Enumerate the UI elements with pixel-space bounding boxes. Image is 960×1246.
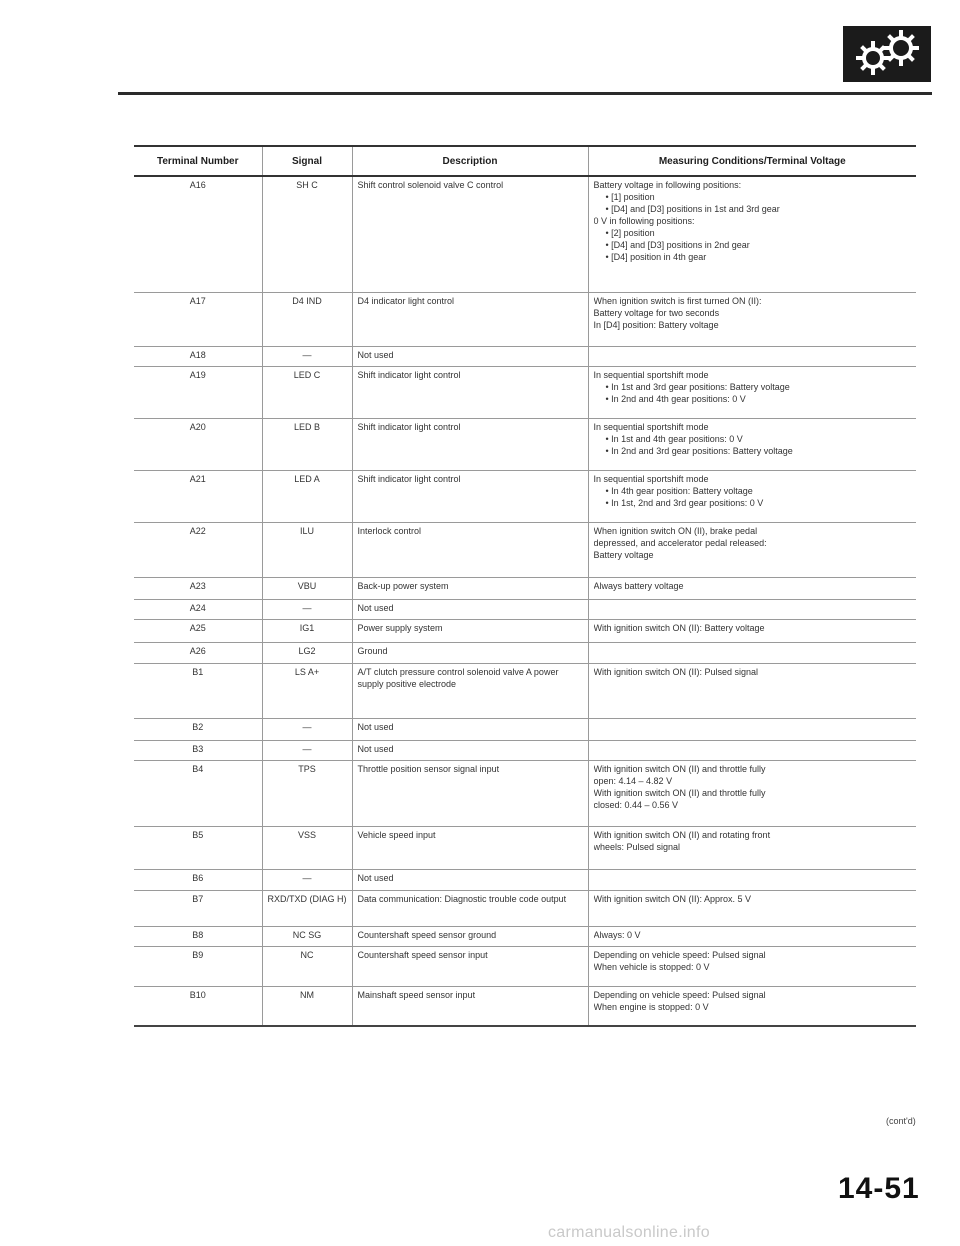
conditions-cell <box>588 292 916 346</box>
conditions-cell <box>588 718 916 740</box>
terminal-cell: A19 <box>134 366 262 418</box>
condition-line: • In 1st, 2nd and 3rd gear positions: 0 V <box>605 497 764 508</box>
table-body <box>134 176 916 1026</box>
terminal-cell: A22 <box>134 522 262 577</box>
condition-line: With ignition switch ON (II) and throttle fully <box>593 787 766 798</box>
terminal-table-container <box>134 145 916 1027</box>
conditions-cell <box>588 470 916 522</box>
watermark: carmanualsonline.info <box>548 1224 710 1241</box>
terminal-cell: B6 <box>134 869 262 890</box>
table-row <box>134 522 916 577</box>
condition-line: Depending on vehicle speed: Pulsed signal <box>593 949 766 960</box>
signal-cell: — <box>262 718 352 740</box>
condition-line: 0 V in following positions: <box>593 216 695 226</box>
condition-line: • [2] position <box>605 228 655 238</box>
signal-cell: SH C <box>262 176 352 292</box>
conditions-cell <box>588 869 916 890</box>
terminal-cell: B9 <box>134 946 262 986</box>
condition-line: closed: 0.44 – 0.56 V <box>593 799 679 810</box>
table-row <box>134 642 916 663</box>
condition-line: open: 4.14 – 4.82 V <box>593 775 673 786</box>
description-cell: Not used <box>352 346 588 366</box>
signal-cell: LED C <box>262 366 352 418</box>
signal-cell: LED A <box>262 470 352 522</box>
description-cell: Not used <box>352 869 588 890</box>
signal-cell: NC <box>262 946 352 986</box>
condition-line: • [D4] and [D3] positions in 2nd gear <box>605 240 750 250</box>
terminal-cell: A25 <box>134 619 262 642</box>
description-cell: D4 indicator light control <box>352 292 588 346</box>
conditions-cell <box>588 642 916 663</box>
signal-cell: — <box>262 869 352 890</box>
conditions-cell <box>588 599 916 619</box>
conditions-cell <box>588 926 916 946</box>
description-cell: Data communication: Diagnostic trouble code output <box>352 890 588 926</box>
gears-icon <box>843 26 931 82</box>
condition-line: With ignition switch ON (II): Battery voltage <box>593 622 765 633</box>
condition-line: With ignition switch ON (II) and rotating front <box>593 829 771 840</box>
condition-line: • In 1st and 4th gear positions: 0 V <box>605 433 743 444</box>
signal-cell: — <box>262 346 352 366</box>
condition-line: When vehicle is stopped: 0 V <box>593 961 710 972</box>
table-row <box>134 619 916 642</box>
terminal-cell: A23 <box>134 577 262 599</box>
description-cell: Back-up power system <box>352 577 588 599</box>
condition-line: In sequential sportshift mode <box>593 421 709 432</box>
continued-note: (cont'd) <box>886 1116 916 1126</box>
signal-cell: VBU <box>262 577 352 599</box>
terminal-cell: B8 <box>134 926 262 946</box>
section-gears-icon <box>843 26 931 82</box>
column-header-terminal: Terminal Number <box>134 146 262 176</box>
table-row <box>134 926 916 946</box>
condition-line: Battery voltage <box>593 549 654 560</box>
description-cell: Shift indicator light control <box>352 418 588 470</box>
description-cell: A/T clutch pressure control solenoid valve A power supply positive electrode <box>352 663 588 718</box>
condition-line: In [D4] position: Battery voltage <box>593 319 719 330</box>
table-row <box>134 869 916 890</box>
signal-cell: ILU <box>262 522 352 577</box>
conditions-cell <box>588 577 916 599</box>
signal-cell: — <box>262 599 352 619</box>
conditions-cell <box>588 663 916 718</box>
table-row <box>134 418 916 470</box>
table-row <box>134 760 916 826</box>
condition-line: When ignition switch ON (II), brake pedal <box>593 525 758 536</box>
column-header-conditions: Measuring Conditions/Terminal Voltage <box>588 146 916 176</box>
table-row <box>134 366 916 418</box>
condition-line: With ignition switch ON (II): Approx. 5 V <box>593 893 752 904</box>
table-row <box>134 718 916 740</box>
conditions-cell <box>588 366 916 418</box>
description-cell: Not used <box>352 740 588 760</box>
terminal-cell: B10 <box>134 986 262 1026</box>
table-row <box>134 890 916 926</box>
condition-line: Battery voltage for two seconds <box>593 307 720 318</box>
description-cell: Shift control solenoid valve C control <box>352 176 588 292</box>
condition-line: In sequential sportshift mode <box>593 369 709 380</box>
conditions-cell <box>588 176 916 292</box>
table-row <box>134 292 916 346</box>
description-cell: Mainshaft speed sensor input <box>352 986 588 1026</box>
description-cell: Not used <box>352 599 588 619</box>
condition-line: depressed, and accelerator pedal released: <box>593 537 767 548</box>
condition-line: Depending on vehicle speed: Pulsed signal <box>593 989 766 1000</box>
condition-line: When ignition switch is first turned ON (II): <box>593 295 762 306</box>
signal-cell: D4 IND <box>262 292 352 346</box>
condition-line: wheels: Pulsed signal <box>593 841 681 852</box>
signal-cell: TPS <box>262 760 352 826</box>
column-header-description: Description <box>352 146 588 176</box>
table-row <box>134 826 916 869</box>
conditions-cell <box>588 522 916 577</box>
signal-cell: IG1 <box>262 619 352 642</box>
table-row <box>134 740 916 760</box>
signal-cell: LED B <box>262 418 352 470</box>
signal-cell: RXD/TXD (DIAG H) <box>262 890 352 926</box>
terminal-cell: A24 <box>134 599 262 619</box>
conditions-cell <box>588 986 916 1026</box>
condition-line: In sequential sportshift mode <box>593 473 709 484</box>
condition-line: • [1] position <box>605 192 655 202</box>
condition-line: With ignition switch ON (II): Pulsed signal <box>593 666 759 677</box>
signal-cell: NM <box>262 986 352 1026</box>
signal-cell: LG2 <box>262 642 352 663</box>
table-row <box>134 470 916 522</box>
terminal-cell: A26 <box>134 642 262 663</box>
signal-cell: NC SG <box>262 926 352 946</box>
description-cell: Ground <box>352 642 588 663</box>
terminal-cell: B3 <box>134 740 262 760</box>
terminal-cell: B5 <box>134 826 262 869</box>
condition-line: • In 4th gear position: Battery voltage <box>605 485 753 496</box>
condition-line: • In 2nd and 3rd gear positions: Battery voltage <box>605 445 793 456</box>
condition-line: • In 1st and 3rd gear positions: Battery voltage <box>605 381 790 392</box>
description-cell: Throttle position sensor signal input <box>352 760 588 826</box>
terminal-cell: B4 <box>134 760 262 826</box>
condition-line: Always battery voltage <box>593 580 684 591</box>
description-cell: Shift indicator light control <box>352 470 588 522</box>
terminal-cell: A21 <box>134 470 262 522</box>
table-row <box>134 176 916 292</box>
condition-line: Battery voltage in following positions: <box>593 180 742 190</box>
terminal-cell: A20 <box>134 418 262 470</box>
conditions-cell <box>588 740 916 760</box>
conditions-cell <box>588 946 916 986</box>
table-row <box>134 946 916 986</box>
description-cell: Countershaft speed sensor input <box>352 946 588 986</box>
description-cell: Vehicle speed input <box>352 826 588 869</box>
description-cell: Not used <box>352 718 588 740</box>
conditions-cell <box>588 890 916 926</box>
table-row <box>134 599 916 619</box>
conditions-cell <box>588 346 916 366</box>
column-header-signal: Signal <box>262 146 352 176</box>
header-rule <box>118 92 932 95</box>
terminal-cell: B7 <box>134 890 262 926</box>
signal-cell: — <box>262 740 352 760</box>
condition-line: With ignition switch ON (II) and throttle fully <box>593 763 766 774</box>
conditions-cell <box>588 418 916 470</box>
terminal-cell: A17 <box>134 292 262 346</box>
terminal-cell: B2 <box>134 718 262 740</box>
condition-line: • In 2nd and 4th gear positions: 0 V <box>605 393 746 404</box>
table-row <box>134 346 916 366</box>
table-row <box>134 577 916 599</box>
terminal-cell: A16 <box>134 176 262 292</box>
condition-line: • [D4] and [D3] positions in 1st and 3rd gear <box>605 204 780 214</box>
terminal-cell: B1 <box>134 663 262 718</box>
description-cell: Interlock control <box>352 522 588 577</box>
condition-line: When engine is stopped: 0 V <box>593 1001 709 1012</box>
signal-cell: LS A+ <box>262 663 352 718</box>
description-cell: Countershaft speed sensor ground <box>352 926 588 946</box>
condition-line: • [D4] position in 4th gear <box>605 252 707 262</box>
signal-cell: VSS <box>262 826 352 869</box>
conditions-cell <box>588 619 916 642</box>
terminal-cell: A18 <box>134 346 262 366</box>
table-header-row <box>134 146 916 176</box>
terminal-table <box>134 145 916 1027</box>
table-row <box>134 663 916 718</box>
page-number: 14-51 <box>838 1172 920 1205</box>
conditions-cell <box>588 760 916 826</box>
condition-line: Always: 0 V <box>593 929 641 940</box>
description-cell: Shift indicator light control <box>352 366 588 418</box>
conditions-cell <box>588 826 916 869</box>
table-row <box>134 986 916 1026</box>
description-cell: Power supply system <box>352 619 588 642</box>
